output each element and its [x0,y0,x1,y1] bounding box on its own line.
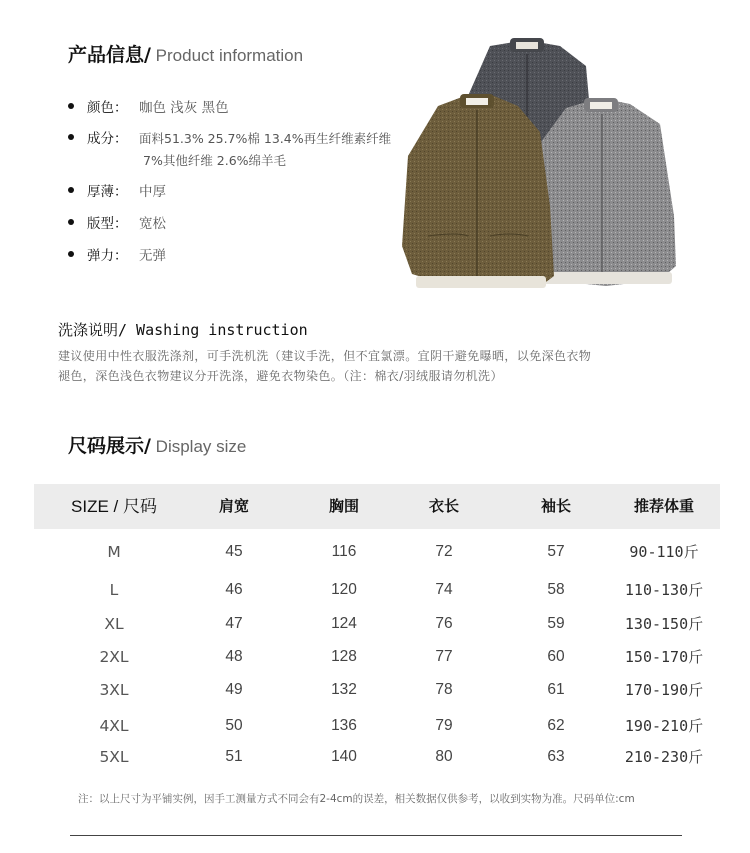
bullet-icon [68,103,74,109]
attr-value: 咖色 浅灰 黑色 [139,100,229,116]
header-size: SIZE / 尺码 [71,497,157,516]
attr-value: 无弹 [139,248,166,264]
attr-label: 颜色： [87,100,128,116]
cell-size: L [109,581,119,599]
attr-color [68,96,229,116]
cell-sleeve: 60 [547,648,565,665]
table-row [34,675,720,705]
attr-fit [68,212,166,232]
cell-length: 72 [435,543,453,560]
cell-chest: 124 [331,615,357,632]
attr-value-line2: 7%其他纤维 2.6%绵羊毛 [143,153,287,168]
table-row [34,537,720,567]
washing-line-1: 建议使用中性衣服洗涤剂，可手洗机洗（建议手洗，但不宜氯漂。宜阴干避免曝晒，以免深色衣物 [58,349,592,363]
attr-value: 面料51.3% 25.7%棉 13.4%再生纤维素纤维 [139,131,392,146]
table-row [34,609,720,639]
cell-chest: 132 [331,681,357,698]
header-chest: 胸围 [328,497,359,515]
cell-chest: 120 [331,581,357,598]
cell-sleeve: 57 [547,543,565,560]
cell-shoulder: 47 [225,615,243,632]
cell-chest: 140 [331,748,357,765]
table-row [34,642,720,672]
washing-line-2: 褪色，深色浅色衣物建议分开洗涤，避免衣物染色。（注：棉衣/羽绒服请勿机洗） [58,369,503,383]
bullet-icon [68,134,74,140]
attr-label: 成分： [87,131,128,147]
product-info-title-en: Product information [150,46,304,65]
attr-label: 厚薄： [87,184,128,200]
size-display-title-en: Display size [150,437,247,456]
attr-value: 中厚 [139,184,166,200]
table-row [34,575,720,605]
cell-weight: 90-110斤 [629,543,699,561]
cell-length: 79 [435,717,453,734]
cell-sleeve: 58 [547,581,565,598]
cell-shoulder: 48 [225,648,243,665]
cell-length: 74 [435,581,453,598]
cell-shoulder: 51 [225,748,243,765]
bullet-icon [68,219,74,225]
product-photo [398,36,680,298]
size-note: 注：以上尺寸为平铺实例，因手工测量方式不同会有2-4cm的误差，相关数据仅供参考，以收到实物为准。尺码单位:cm [78,793,635,805]
header-length: 衣长 [428,497,459,515]
washing-text [58,346,718,386]
cell-shoulder: 49 [225,681,243,698]
cell-chest: 128 [331,648,357,665]
cell-length: 80 [435,748,453,765]
cell-sleeve: 61 [547,681,565,698]
divider [70,835,682,836]
cell-weight: 170-190斤 [624,681,704,699]
cell-size: 4XL [99,717,129,735]
header-sleeve: 袖长 [540,497,571,515]
cell-length: 78 [435,681,453,698]
attr-label: 弹力： [87,248,128,264]
cell-length: 77 [435,648,453,665]
product-info-title [68,40,303,67]
cell-weight: 150-170斤 [624,648,704,666]
cell-chest: 116 [331,543,357,560]
cell-size: 3XL [99,681,129,699]
cell-sleeve: 63 [547,748,565,765]
attr-label: 版型： [87,216,128,232]
cell-shoulder: 45 [225,543,243,560]
attr-composition-line2 [143,151,286,169]
cell-weight: 210-230斤 [624,748,704,766]
cell-size: 2XL [99,648,129,666]
cell-shoulder: 50 [225,717,243,734]
cell-sleeve: 59 [547,615,565,632]
product-info-title-zh: 产品信息/ [68,44,151,66]
attr-value: 宽松 [139,216,166,232]
cell-size: XL [104,615,124,633]
cell-weight: 110-130斤 [624,581,704,599]
size-table-header [34,484,720,529]
size-display-title [68,431,246,458]
attr-thickness [68,180,166,200]
cell-sleeve: 62 [547,717,565,734]
cell-length: 76 [435,615,453,632]
bullet-icon [68,187,74,193]
washing-title: 洗涤说明/ Washing instruction [58,321,308,339]
header-weight: 推荐体重 [633,497,694,515]
attr-composition [68,127,391,147]
table-row [34,711,720,741]
jacket-brown [402,94,554,288]
jacket-light-grey [538,98,676,286]
header-shoulder: 肩宽 [218,497,249,515]
attr-elasticity [68,244,166,264]
cell-weight: 190-210斤 [624,717,704,735]
cell-weight: 130-150斤 [624,615,704,633]
cell-size: 5XL [99,748,129,766]
bullet-icon [68,251,74,257]
cell-chest: 136 [331,717,357,734]
table-row [34,742,720,772]
size-display-title-zh: 尺码展示/ [68,435,151,457]
cell-shoulder: 46 [225,581,243,598]
cell-size: M [107,543,121,561]
